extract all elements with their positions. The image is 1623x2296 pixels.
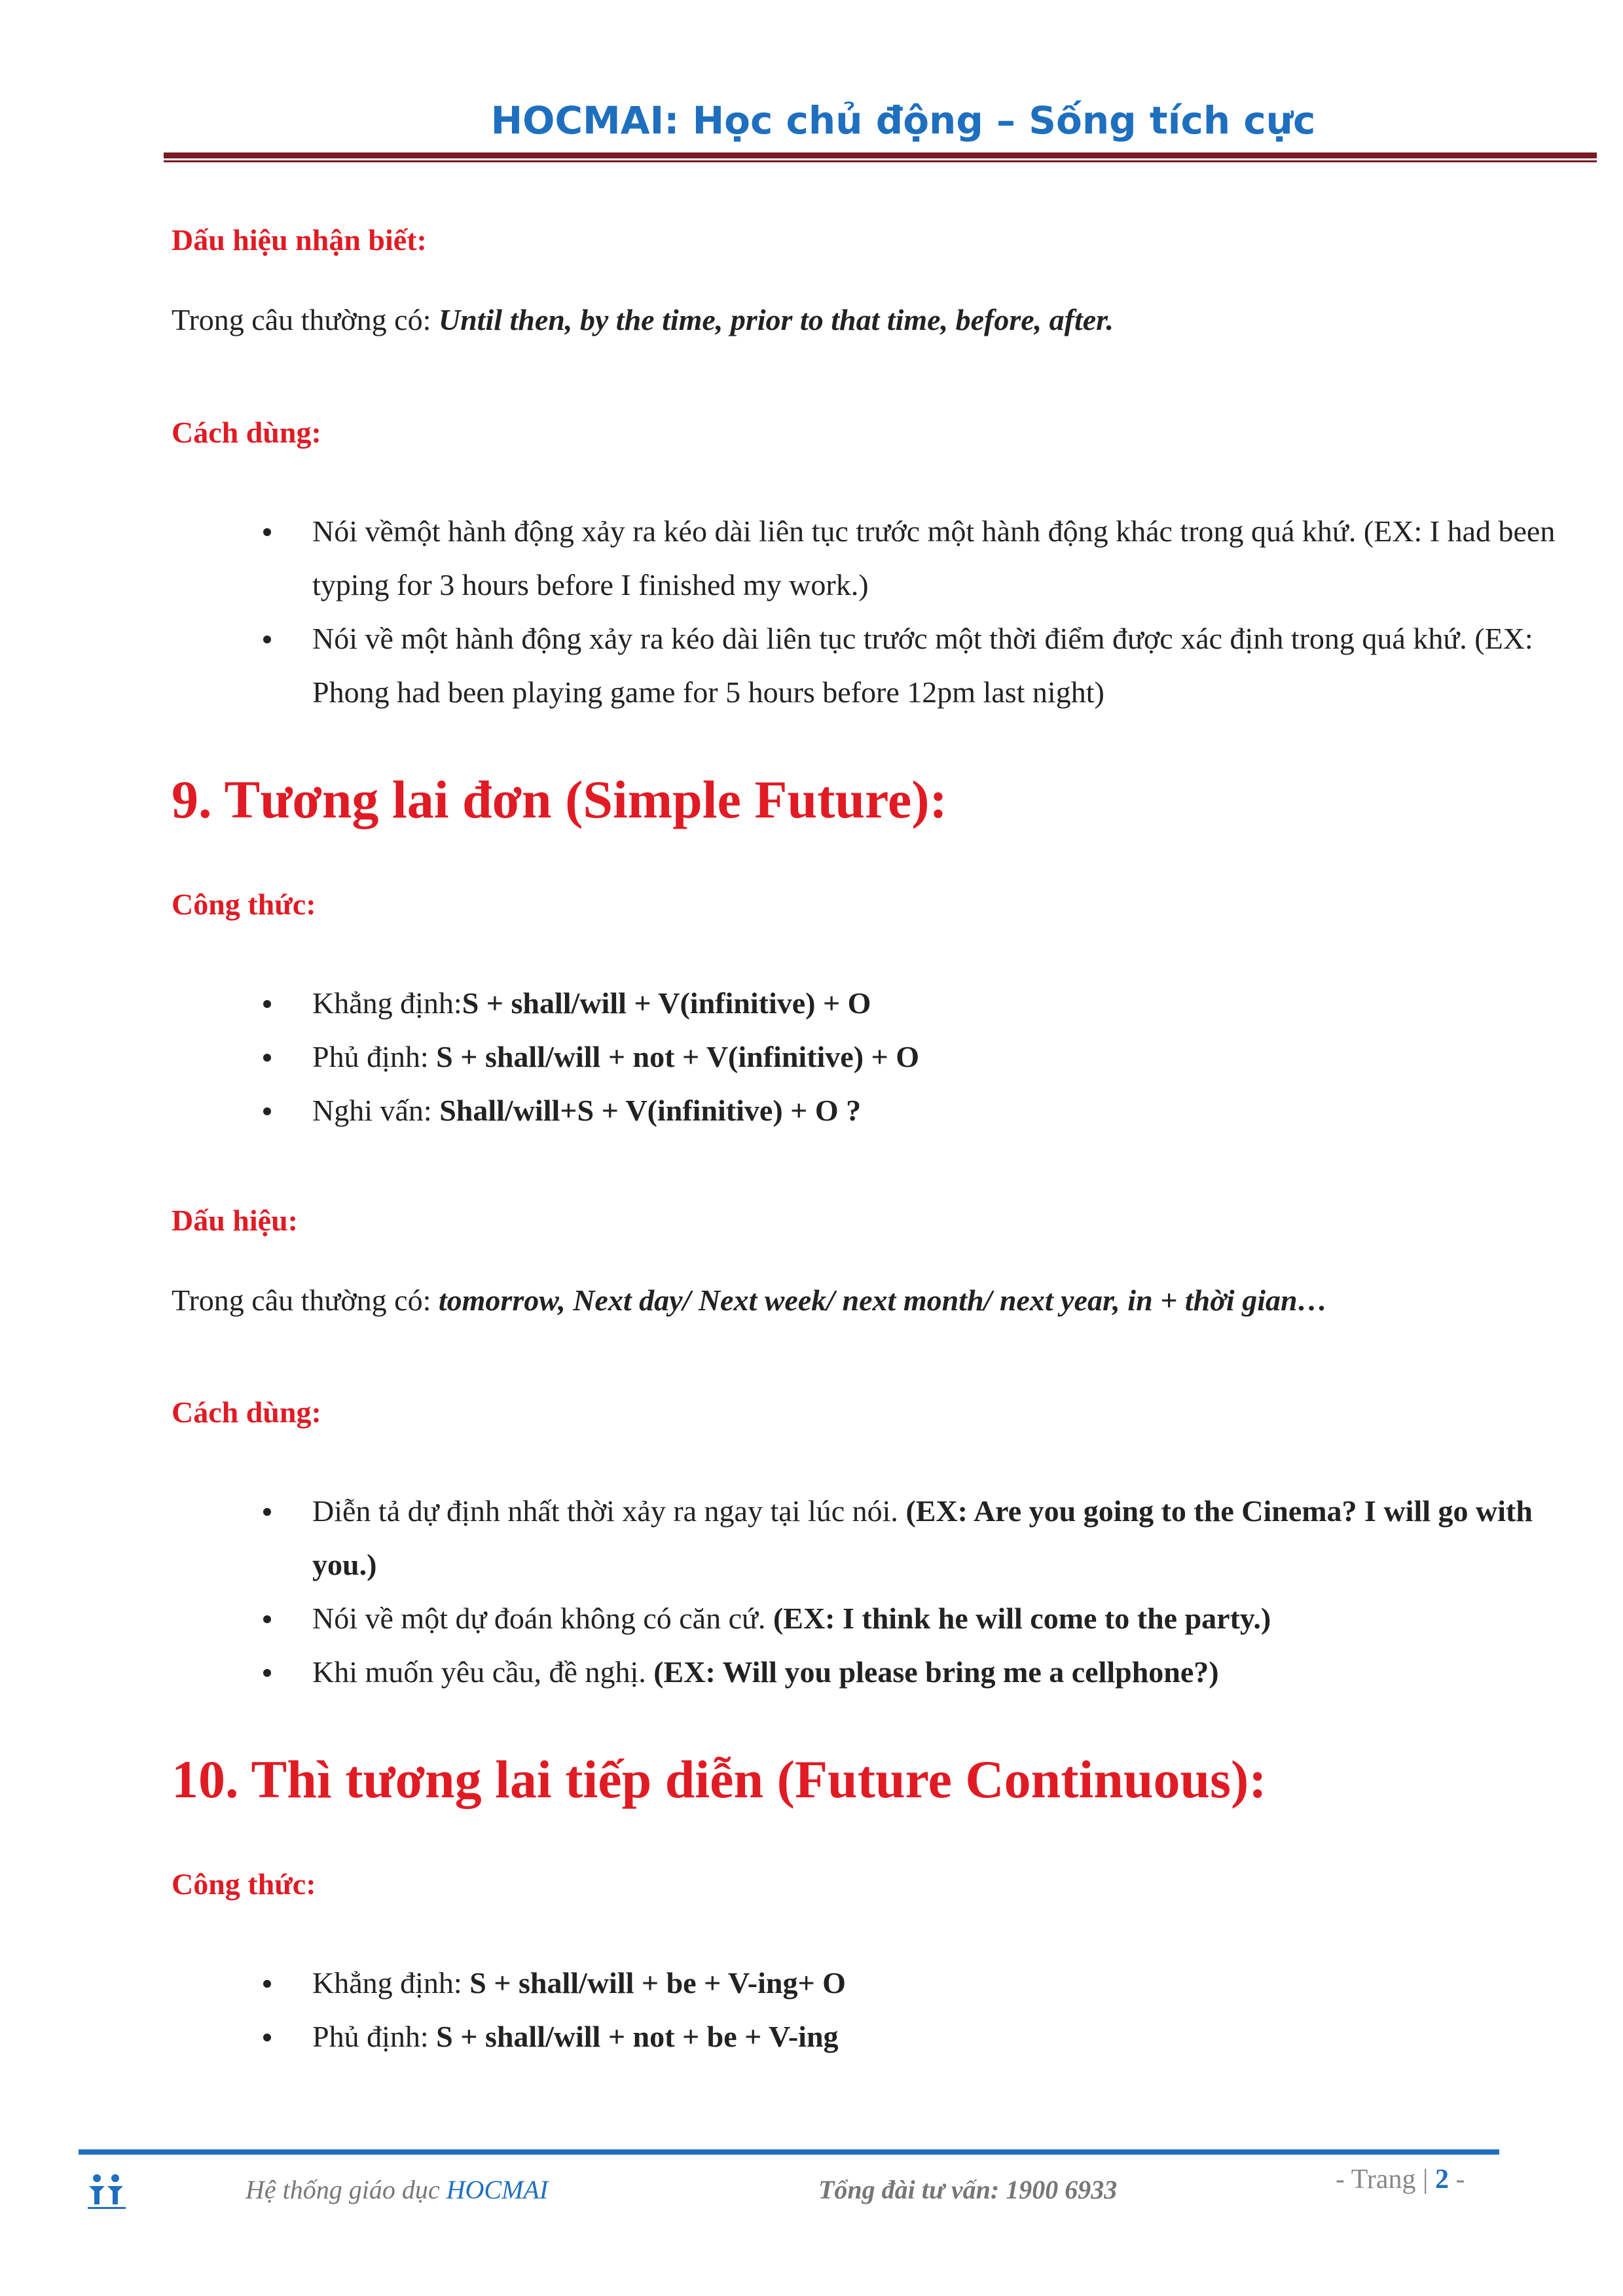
page-number xyxy=(1336,2164,1465,2195)
formula-list xyxy=(172,977,1579,1138)
bullet-icon xyxy=(263,1669,271,1677)
usage-example: (EX: Are you going to the Cinema? I will go with you.) xyxy=(312,1494,1533,1581)
section-heading: 9. Tương lai đơn (Simple Future): xyxy=(172,770,947,830)
list-item xyxy=(172,1484,1579,1592)
footer-org-text: Hệ thống giáo dục xyxy=(246,2175,447,2204)
usage-text: Khi muốn yêu cầu, đề nghị. xyxy=(312,1655,654,1689)
signs-keywords: Until then, by the time, prior to that time, before, after. xyxy=(438,303,1114,336)
list-item xyxy=(172,1645,1579,1699)
usage-label: Cách dùng: xyxy=(172,1395,321,1429)
formula-text: S + shall/will + be + V-ing+ O xyxy=(469,1965,846,2000)
usage-example: (EX: Will you please bring me a cellphone?) xyxy=(653,1655,1219,1689)
list-item xyxy=(172,1084,1579,1138)
list-item xyxy=(172,977,1579,1030)
list-item xyxy=(172,1030,1579,1084)
list-item xyxy=(172,612,1579,719)
formula-prefix: Nghi vấn: xyxy=(312,1094,440,1128)
page-prefix: - Trang | xyxy=(1336,2164,1435,2195)
hocmai-logo-icon xyxy=(84,2170,130,2216)
usage-label: Cách dùng: xyxy=(172,416,321,450)
bullet-icon xyxy=(263,636,271,643)
formula-label: Công thức: xyxy=(172,1867,316,1901)
usage-list xyxy=(172,1484,1579,1699)
bullet-icon xyxy=(263,1615,271,1623)
usage-text: Nói về một hành động xảy ra kéo dài liên tục trước một thời điểm được xác định trong quá khứ. (EX: Phong had been playing game for 5 hours before 12pm last night) xyxy=(312,622,1533,709)
list-item xyxy=(172,1956,1579,2010)
formula-text: Shall/will+S + V(infinitive) + O ? xyxy=(439,1094,862,1128)
document-body xyxy=(172,223,1579,2064)
list-item xyxy=(172,2010,1579,2064)
bullet-icon xyxy=(263,1508,271,1516)
header-divider xyxy=(164,152,1597,158)
bullet-icon xyxy=(263,1107,271,1115)
formula-prefix: Phủ định: xyxy=(312,2019,437,2053)
formula-text: S + shall/will + not + be + V-ing xyxy=(436,2019,839,2053)
usage-text: Nói vềmột hành động xảy ra kéo dài liên tục trước một hành động khác trong quá khứ. (EX: I had been typing for 3 hours before I finished my work.) xyxy=(312,514,1556,602)
bullet-icon xyxy=(263,1000,271,1008)
formula-prefix: Phủ định: xyxy=(312,1040,437,1074)
page-header-title: HOCMAI: Học chủ động – Sống tích cực xyxy=(490,98,1316,143)
header-divider-thin xyxy=(164,160,1597,162)
signs-text xyxy=(172,1277,1579,1323)
formula-prefix: Khẳng định: xyxy=(312,1965,470,2000)
usage-example: (EX: I think he will come to the party.) xyxy=(773,1601,1271,1635)
section-heading: 10. Thì tương lai tiếp diễn (Future Continuous): xyxy=(172,1749,1267,1809)
bullet-icon xyxy=(263,528,271,536)
formula-text: S + shall/will + not + V(infinitive) + O xyxy=(436,1040,920,1074)
usage-list xyxy=(172,505,1579,719)
formula-text: S + shall/will + V(infinitive) + O xyxy=(462,986,871,1020)
list-item xyxy=(172,1592,1579,1645)
page-number-value: 2 xyxy=(1434,2164,1449,2195)
bullet-icon xyxy=(263,1980,271,1988)
signs-prefix: Trong câu thường có: xyxy=(172,303,439,336)
signs-label: Dấu hiệu: xyxy=(172,1204,298,1238)
formula-label: Công thức: xyxy=(172,888,316,922)
signs-label: Dấu hiệu nhận biết: xyxy=(172,223,427,257)
signs-prefix: Trong câu thường có: xyxy=(172,1283,439,1318)
list-item xyxy=(172,505,1579,612)
formula-list xyxy=(172,1956,1579,2064)
formula-prefix: Khẳng định: xyxy=(312,986,462,1020)
page-suffix: - xyxy=(1448,2164,1465,2195)
footer-hotline: Tổng đài tư vấn: 1900 6933 xyxy=(818,2175,1118,2204)
footer-divider xyxy=(79,2149,1499,2155)
usage-text: Diễn tả dự định nhất thời xảy ra ngay tại lúc nói. xyxy=(312,1494,906,1528)
usage-text: Nói về một dự đoán không có căn cứ. xyxy=(312,1601,773,1635)
signs-keywords: tomorrow, Next day/ Next week/ next month/ next year, in + thời gian… xyxy=(438,1283,1328,1318)
signs-text xyxy=(172,296,1579,343)
bullet-icon xyxy=(263,2034,271,2041)
footer-organization xyxy=(246,2174,548,2205)
bullet-icon xyxy=(263,1054,271,1062)
footer-org-brand: HOCMAI xyxy=(446,2175,549,2204)
